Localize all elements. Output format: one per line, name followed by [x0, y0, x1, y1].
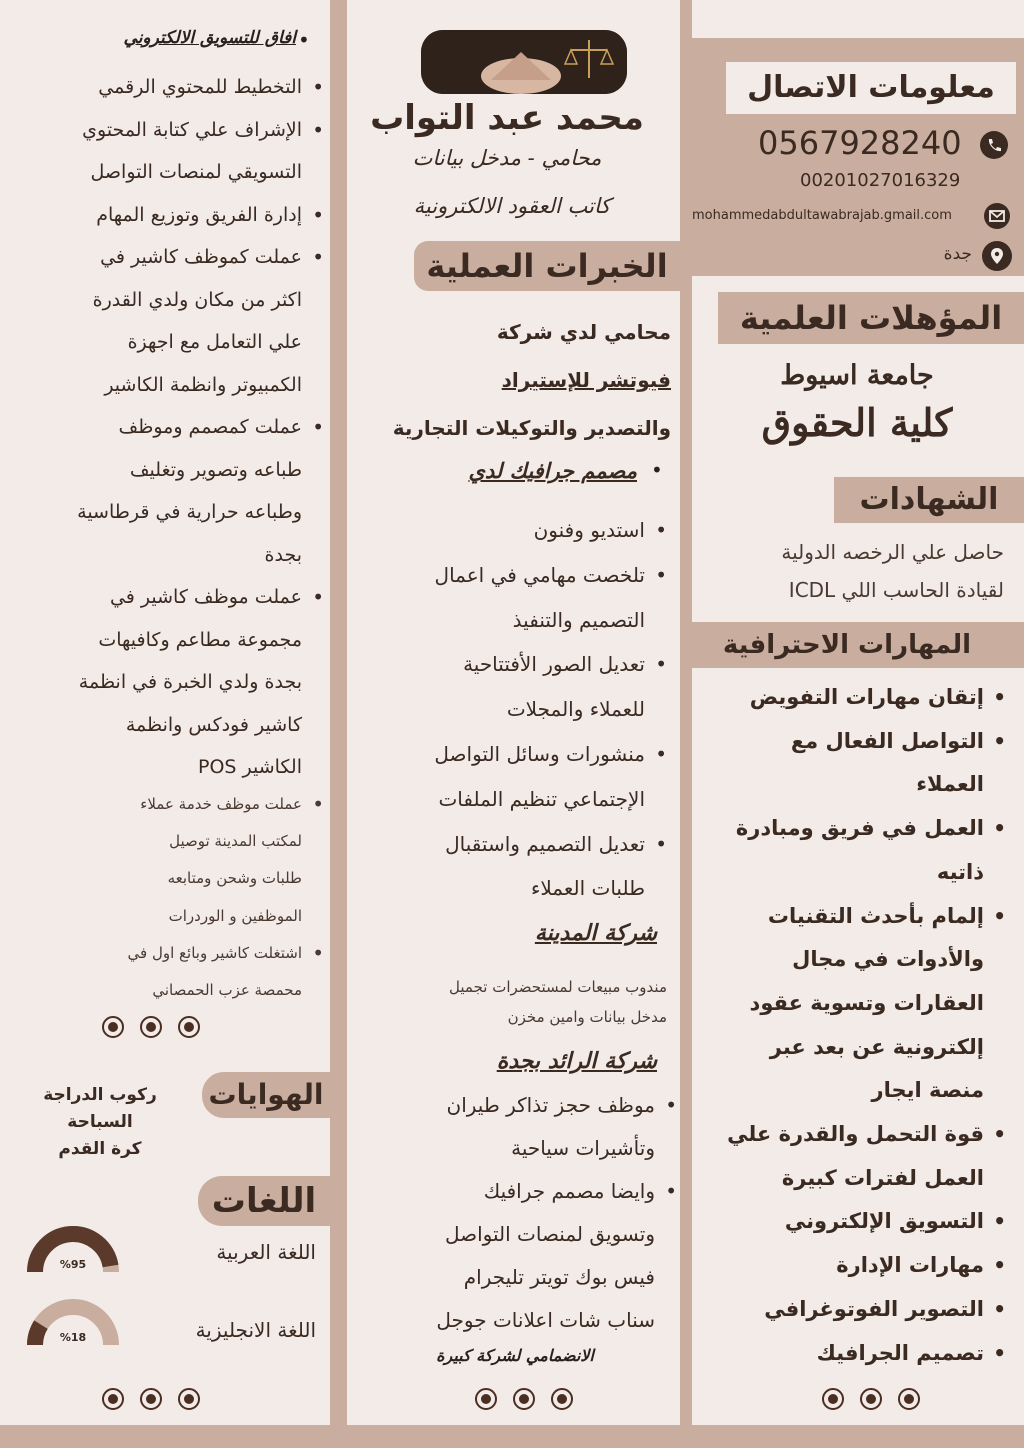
middle-column [347, 0, 680, 1425]
left-column [0, 0, 330, 1425]
right-column [692, 0, 1024, 1425]
left-line: • التخطيط للمحتوي الرقمي [10, 66, 328, 109]
profile-subtitle-2: كاتب العقود الالكترونية [413, 194, 611, 218]
job-1-line: محامي لدي شركة [496, 320, 671, 344]
left-small-list [10, 786, 328, 1009]
job-4-list [371, 1084, 681, 1342]
skill-item: • تصميم الجرافيك [710, 1332, 1010, 1376]
faculty-text: كلية الحقوق [761, 400, 953, 445]
left-heading-line: افاق للتسويق الالكتروني [123, 28, 296, 48]
language-arabic-label: اللغة العربية [216, 1240, 316, 1264]
skill-item: • قوة التحمل والقدرة علي [710, 1113, 1010, 1157]
left-line: • إدارة الفريق وتوزيع المهام [10, 194, 328, 237]
left-line: كاشير فودكس وانظمة [125, 713, 302, 736]
left-small-line: طلبات وشحن ومتابعه [167, 869, 302, 888]
job-2-line: الإجتماعي تنظيم الملفات [438, 786, 645, 811]
dot-icon [475, 1388, 497, 1410]
dot-icon [102, 1016, 124, 1038]
profile-name: محمد عبد التواب [370, 98, 644, 138]
contact-title: معلومات الاتصال [726, 62, 1016, 114]
pager-dots-middle [475, 1388, 573, 1410]
job-3-line-1: مندوب مبيعات لمستحضرات تجميل [449, 978, 667, 996]
skill-item: منصة ايجار [871, 1078, 984, 1103]
skill-item: • التصوير الفوتوغرافي [710, 1288, 1010, 1332]
left-line: طباعه وتصوير وتغليف [129, 458, 302, 481]
bullet-icon: • [298, 28, 310, 52]
profile-photo [421, 30, 627, 94]
job-4-line: وتسويق لمنصات التواصل [444, 1222, 655, 1246]
job-2-title: مصمم جرافيك لدي [468, 458, 637, 483]
left-line: بجدة ولدي الخبرة في انظمة [78, 671, 302, 693]
left-line: • عملت كمصمم وموظف [10, 406, 328, 449]
profile-subtitle-1: محامي - مدخل بيانات [412, 146, 602, 170]
language-arabic-gauge [24, 1224, 122, 1280]
job-2-line: • منشورات وسائل التواصل [371, 732, 671, 777]
email-text[interactable]: mohammedabdultawabrajab.gmail.com [692, 208, 952, 223]
dot-icon [102, 1388, 124, 1410]
job-4-line: سناب شات اعلانات جوجل [436, 1308, 655, 1332]
hobby-item: السباحة [67, 1112, 133, 1132]
pager-dots-left-bottom [102, 1388, 200, 1410]
dot-icon [513, 1388, 535, 1410]
job-2-line: • استديو وفنون [371, 508, 671, 553]
phone-icon [980, 131, 1008, 159]
language-arabic-percent: %95 [59, 1258, 87, 1271]
skill-item: • التواصل الفعال مع [710, 720, 1010, 764]
skill-item: العملاء [916, 772, 984, 797]
left-line: اكثر من مكان ولدي القدرة [92, 288, 302, 311]
skill-item: • إلمام بأحدث التقنيات [710, 895, 1010, 939]
skill-item: والأدوات في مجال [792, 947, 984, 972]
hobbies-title: الهوايات [202, 1072, 330, 1118]
left-small-line: • اشتغلت كاشير وبائع اول في [10, 935, 328, 972]
certificates-title: الشهادات [834, 477, 1024, 523]
dot-icon [860, 1388, 882, 1410]
dot-icon [822, 1388, 844, 1410]
left-small-line: الموظفين و الوردرات [168, 906, 302, 925]
dot-icon [140, 1016, 162, 1038]
skill-item: • مهارات الإدارة [710, 1244, 1010, 1288]
left-line: • عملت كموظف كاشير في [10, 236, 328, 279]
languages-title: اللغات [198, 1176, 330, 1226]
job-2-line: • تعديل الصور الأفتتاحية [371, 642, 671, 687]
job-4-title: شركة الرائد بجدة [496, 1048, 657, 1074]
job-2-line: طلبات العملاء [530, 876, 645, 901]
skill-item: إلكترونية عن بعد عبر [769, 1034, 984, 1059]
experience-footer: الانضمامي لشركة كبيرة [436, 1346, 594, 1365]
left-line: وطباعه حرارية في قرطاسية [77, 501, 302, 523]
skill-item: العمل لفترات كبيرة [781, 1165, 984, 1190]
job-1-line: والتصدير والتوكيلات التجارية [392, 416, 671, 440]
certificate-line-1: حاصل علي الرخصه الدولية [781, 540, 1004, 564]
skills-list [710, 676, 1010, 1375]
skill-item: ذاتيه [936, 859, 984, 884]
city-text: جدة [943, 244, 972, 264]
job-2-line: • تلخصت مهامي في اعمال [371, 553, 671, 598]
job-4-line: وتأشيرات سياحية [511, 1136, 655, 1160]
hobby-item: ركوب الدراجة [43, 1085, 157, 1105]
skill-item: • العمل في فريق ومبادرة [710, 807, 1010, 851]
language-english-gauge [24, 1297, 122, 1353]
skill-item: العقارات وتسوية عقود [749, 990, 984, 1015]
left-line: • الإشراف علي كتابة المحتوي [10, 109, 328, 152]
hobbies-list [30, 1082, 170, 1163]
email-icon [984, 203, 1010, 229]
dot-icon [178, 1016, 200, 1038]
certificate-line-2: لقيادة الحاسب اللي ICDL [788, 578, 1004, 602]
dot-icon [551, 1388, 573, 1410]
left-line: علي التعامل مع اجهزة [127, 331, 302, 353]
job-2-line: للعملاء والمجلات [506, 697, 645, 722]
language-english-percent: %18 [59, 1331, 87, 1344]
phone-secondary: 00201027016329 [800, 170, 961, 191]
left-small-line: لمكتب المدينة توصيل [169, 832, 302, 851]
job-2-line: التصميم والتنفيذ [512, 607, 645, 632]
job-1 [381, 308, 671, 452]
job-3-line-2: مدخل بيانات وامين مخزن [507, 1008, 667, 1026]
phone-primary: 0567928240 [758, 124, 962, 162]
pager-dots-left-top [102, 1016, 200, 1038]
language-english-label: اللغة الانجليزية [195, 1318, 316, 1342]
skill-item: • التسويق الإلكتروني [710, 1200, 1010, 1244]
left-small-line: • عملت موظف خدمة عملاء [10, 786, 328, 823]
job-1-line: فيوتشر للإستيراد [501, 368, 671, 392]
qualifications-title: المؤهلات العلمية [718, 292, 1024, 344]
dot-icon [898, 1388, 920, 1410]
job-3-title: شركة المدينة [534, 920, 657, 946]
left-small-line: محمصة عزب الحمصاني [152, 981, 302, 1000]
hobby-item: كرة القدم [58, 1139, 142, 1159]
pager-dots-right [822, 1388, 920, 1410]
skills-title: المهارات الاحترافية [722, 630, 972, 660]
left-line: مجموعة مطاعم وكافيهات [98, 628, 302, 651]
left-line: الكمبيوتر وانظمة الكاشير [104, 373, 302, 396]
left-line: • عملت موظف كاشير في [10, 576, 328, 619]
dot-icon [178, 1388, 200, 1410]
bullet-icon: • [651, 458, 663, 482]
job-4-line: • وايضا مصمم جرافيك [371, 1170, 681, 1213]
experience-title: الخبرات العملية [414, 241, 680, 291]
job-4-line: فيس بوك تويتر تليجرام [463, 1265, 655, 1289]
dot-icon [140, 1388, 162, 1410]
left-list [10, 66, 328, 789]
left-line: التسويقي لمنصات التواصل [90, 161, 302, 183]
left-line: الكاشير POS [197, 756, 302, 778]
job-4-line: • موظف حجز تذاكر طيران [371, 1084, 681, 1127]
university-text: جامعة اسيوط [780, 360, 934, 391]
job-2-list [371, 508, 671, 911]
skill-item: • إتقان مهارات التفويض [710, 676, 1010, 720]
location-icon [982, 241, 1012, 271]
left-line: بجدة [264, 543, 302, 566]
job-2-line: • تعديل التصميم واستقبال [371, 822, 671, 867]
